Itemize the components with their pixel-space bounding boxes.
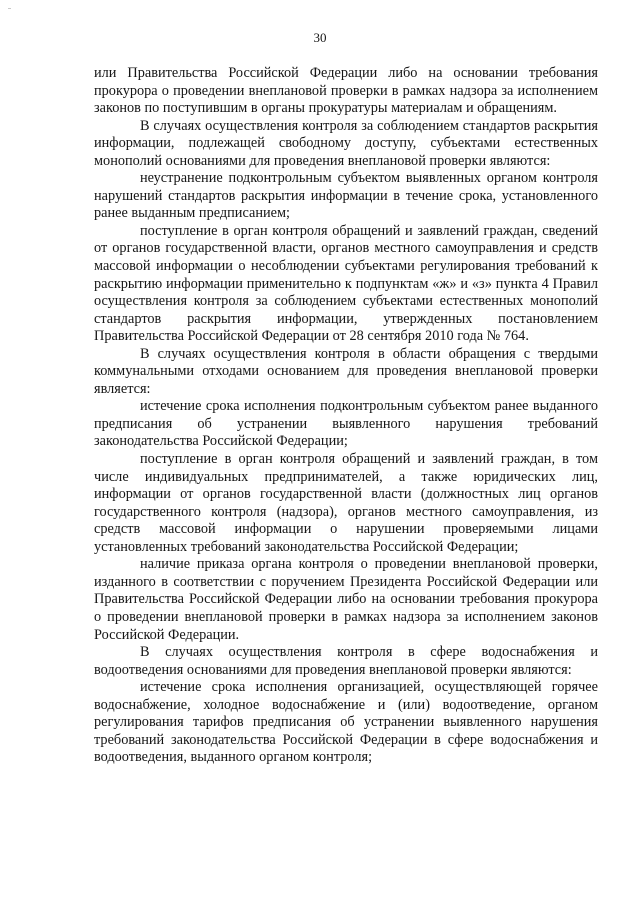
paragraph-non-elimination: неустранение подконтрольным субъектом выявленных органом контроля нарушений стандартов раскрытия информации в течение срока, установленного ранее выданным предписанием; xyxy=(94,170,598,222)
paragraph-receipt-of-appeals: поступление в орган контроля обращений и заявлений граждан, сведений от органов государственной власти, органов местного самоуправления и средств массовой информации о несоблюдении субъектами регулирования требований к раскрытию информации применительно к подпунктам «ж» и «з» пункта 4 Правил осуществления контроля за соблюдением субъектами естественных монополий стандартов раскрытия информации, утвержденных постановлением Правительства Российской Федерации от 28 сентября 2010 года № 764. xyxy=(94,222,598,345)
paragraph-water-deadline-expiry: истечение срока исполнения организацией, осуществляющей горячее водоснабжение, холодное водоснабжение и (или) водоотведение, органом регулирования тарифов предписания об устранении выявленного нарушения требований законодательства Российской Федерации в сфере водоснабжения и водоотведения, выданного органом контроля; xyxy=(94,679,598,766)
paragraph-standards-disclosure-intro: В случаях осуществления контроля за соблюдением стандартов раскрытия информации, подлежащей свободному доступу, субъектами естественных монополий основаниями для проведения внеплановой проверки являются: xyxy=(94,117,598,169)
paragraph-deadline-expiry: истечение срока исполнения подконтрольным субъектом ранее выданного предписания об устранении выявленного нарушения требований законодательства Российской Федерации; xyxy=(94,398,598,450)
paragraph-solid-waste-intro: В случаях осуществления контроля в области обращения с твердыми коммунальными отходами основанием для проведения внеплановой проверки является: xyxy=(94,345,598,397)
paragraph-continuation: или Правительства Российской Федерации либо на основании требования прокурора о проведении внеплановой проверки в рамках надзора за исполнением законов по поступившим в органы прокуратуры материалам и обращениям. xyxy=(94,65,598,117)
paragraph-citizen-appeals: поступление в орган контроля обращений и заявлений граждан, в том числе индивидуальных предпринимателей, а также юридических лиц, информации от органов государственной власти (должностных лиц органов государственного контроля (надзора), органов местного самоуправления, из средств массовой информации о нарушении проверяемыми лицами установленных требований законодательства Российской Федерации; xyxy=(94,451,598,555)
document-body xyxy=(94,65,598,767)
page-number: 30 xyxy=(313,30,327,45)
scan-edge-mark xyxy=(8,8,11,9)
paragraph-order-presence: наличие приказа органа контроля о проведении внеплановой проверки, изданного в соответствии с поручением Президента Российской Федерации или Правительства Российской Федерации либо на основании требования прокурора о проведении внеплановой проверки в рамках надзора за исполнением законов Российской Федерации. xyxy=(94,556,598,643)
paragraph-water-supply-intro: В случаях осуществления контроля в сфере водоснабжения и водоотведения основаниями для проведения внеплановой проверки являются: xyxy=(94,644,598,678)
